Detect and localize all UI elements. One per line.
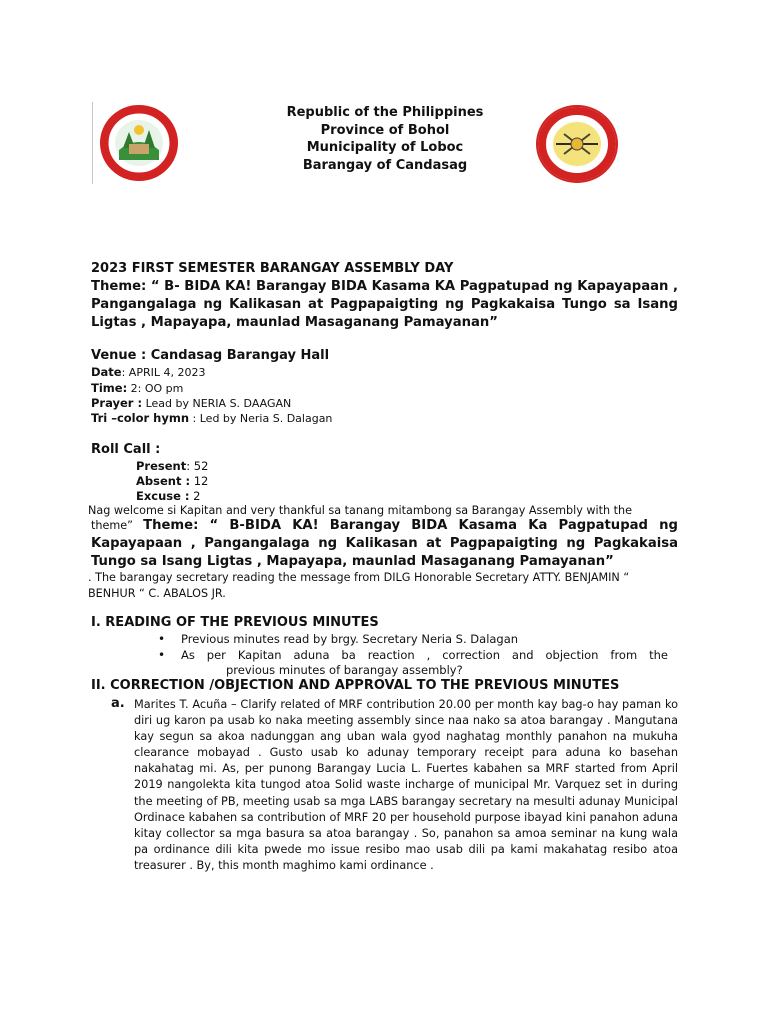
hymn-value: : Led by Neria S. Dalagan <box>189 412 333 425</box>
time-label: Time: <box>91 381 128 395</box>
roll-call-heading: Roll Call : <box>91 442 161 457</box>
bullet-text: As per Kapitan aduna ba reaction , correction and objection from the <box>181 648 668 662</box>
welcome-theme-text: Theme: “ B-BIDA KA! Barangay BIDA Kasama Ka Pagpatupad ng Kapayapaan , Pangangalaga ng Kalikasan at Pagpapaigting ng Pagkakaisa Tungo sa Isang Ligtas , Mapayapa, maunlad Masaganang Pamayanan” <box>91 518 678 569</box>
excuse-value: 2 <box>189 489 201 503</box>
barangay-seal-icon <box>99 104 179 182</box>
header-barangay: Barangay of Candasag <box>302 157 468 173</box>
header-province: Province of Bohol <box>320 122 450 138</box>
header-republic: Republic of the Philippines <box>286 105 484 120</box>
header-municipality: Municipality of Loboc <box>306 140 464 155</box>
prayer-label: Prayer : <box>91 396 143 410</box>
date-line <box>91 365 205 379</box>
welcome-text: Nag welcome si Kapitan and very thankful sa tanang mitambong sa Barangay Assembly with the <box>88 504 633 517</box>
section-reading-heading: I. READING OF THE PREVIOUS MINUTES <box>91 615 379 630</box>
welcome-theme <box>91 517 678 571</box>
prayer-line <box>91 396 291 410</box>
date-label: Date <box>91 365 122 379</box>
item-paragraph: Marites T. Acuña – Clarify related of MRF contribution 20.00 per month kay bag-o hay paman ko diri ug karon pa usab ko naka meeting assembly since naa nako sa atoa barangay . Mangutana kay segun sa akoa nadunggan ang uban wala gyod naghatag monthly panahon na mukuha clearance mobayad . Gusto usab ko adunay temporary receipt para aduna ko basehan nakahatag mi. As, per punong Barangay Lucia L. Fuertes kabahen sa MRF started from April 2019 nangolekta kita tungod atoa Solid waste incharge of municipal Mr. Varquez set in during the meeting of PB, meeting usab sa mga LABS barangay secretary na mesulti adunay Municipal Ordinace kabahen sa contribution of MRF 20 per household purpose ibayad kini panahon aduna kitay collector sa mga basura sa atoa barangay . So, panahon sa amoa seminar na kung wala pa ordinance dili kita pwede mo issue resibo mao usab dili pa kami makahatag resibo atoa treasurer . By, this month maghimo kami ordinance . <box>134 698 678 872</box>
document-header <box>240 104 530 174</box>
date-value: : APRIL 4, 2023 <box>121 366 206 379</box>
hymn-line <box>91 411 332 425</box>
time-value: 2: OO pm <box>127 382 184 395</box>
municipality-loboc-seal <box>530 102 622 184</box>
absent-line <box>136 474 208 488</box>
absent-value: 12 <box>190 474 209 488</box>
time-line <box>91 381 183 395</box>
municipality-seal-icon <box>534 104 620 184</box>
present-value: : 52 <box>186 459 209 473</box>
assembly-theme: Theme: “ B- BIDA KA! Barangay BIDA Kasama KA Pagpatupad ng Kapayapaan , Pangangalaga ng Kalikasan at Pagpapaigting ng Pagkakaisa Tungo sa Isang Ligtas , Mapayapa, maunlad Masaganang Pamayanan” <box>91 279 678 330</box>
barangay-candasag-seal <box>92 102 184 184</box>
hymn-label: Tri –color hymn <box>91 411 190 425</box>
semester-title: 2023 FIRST SEMESTER BARANGAY ASSEMBLY DAY <box>91 261 454 276</box>
prayer-value: Lead by NERIA S. DAAGAN <box>142 397 292 410</box>
bullet-text: Previous minutes read by brgy. Secretary Neria S. Dalagan <box>181 632 519 646</box>
dilg-message-text: . The barangay secretary reading the message from DILG Honorable Secretary ATTY. BENJAMIN “ BENHUR “ C. ABALOS JR. <box>88 571 630 600</box>
item-marker: a. <box>111 696 125 711</box>
excuse-line <box>136 489 201 503</box>
bullet-icon: • <box>158 648 166 662</box>
welcome-theme-lead: theme” <box>91 519 144 532</box>
present-label: Present <box>136 459 187 473</box>
venue-line: Venue : Candasag Barangay Hall <box>91 348 330 363</box>
absent-label: Absent : <box>136 474 191 488</box>
section-correction-heading: II. CORRECTION /OBJECTION AND APPROVAL TO THE PREVIOUS MINUTES <box>91 678 620 693</box>
bullet-text-continued: previous minutes of barangay assembly? <box>226 663 463 677</box>
present-line <box>136 459 208 473</box>
bullet-icon: • <box>158 632 166 646</box>
excuse-label: Excuse : <box>136 489 190 503</box>
